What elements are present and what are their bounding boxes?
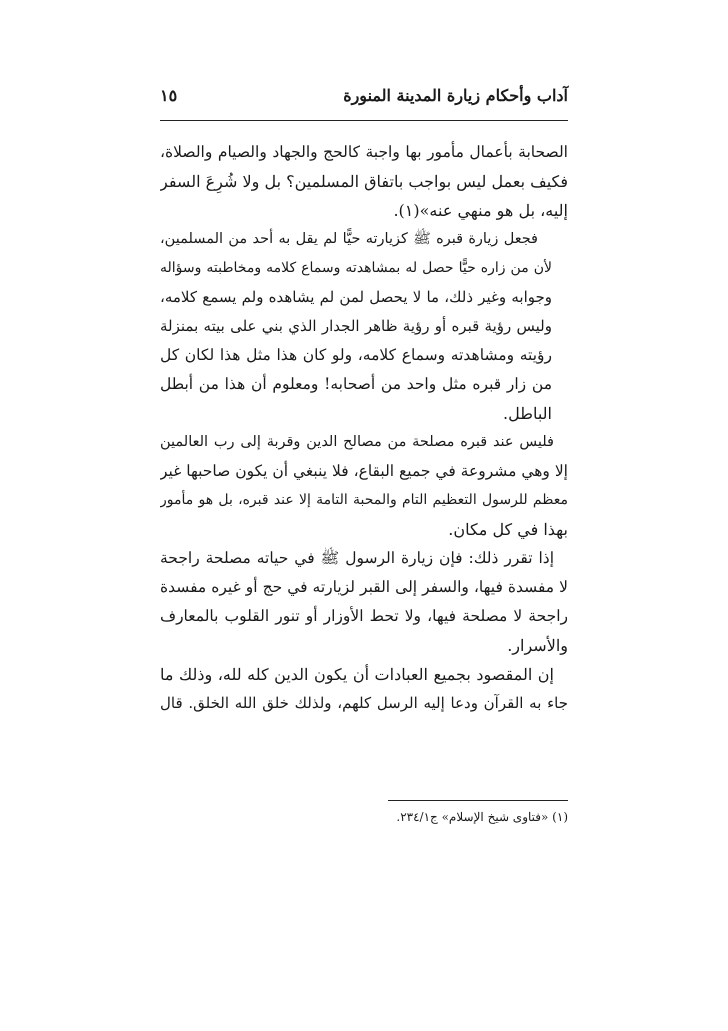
text-line: فليس عند قبره مصلحة من مصالح الدين وقربة إلى رب العالمين	[160, 434, 554, 450]
text-line: إليه، بل هو منهي عنه»(١).	[393, 201, 568, 220]
body-text	[160, 138, 568, 718]
text-line: وليس رؤية قبره أو رؤية ظاهر الجدار الذي بني على بيته بمنزلة	[160, 317, 552, 335]
text-line: من زار قبره مثل واحد من أصحابه! ومعلوم أن هذا من أبطل	[160, 375, 552, 393]
text-line: إذا تقرر ذلك: فإن زيارة الرسول ﷺ في حياته مصلحة راجحة	[160, 549, 554, 567]
text-line: بهذا في كل مكان.	[448, 520, 568, 539]
text-line: والأسرار.	[507, 636, 568, 655]
paragraph-3	[160, 428, 568, 544]
text-line: رؤيته ومشاهدته وسماع كلامه، ولو كان هذا مثل هذا لكان كل	[160, 346, 552, 364]
paragraph-2	[160, 225, 568, 428]
paragraph-4	[160, 544, 568, 660]
text-line: وجوابه وغير ذلك، ما لا يحصل لمن لم يشاهده ولم يسمع كلامه،	[160, 288, 552, 306]
page-number: ١٥	[160, 86, 178, 105]
paragraph-5	[160, 660, 568, 718]
text-line: إلا وهي مشروعة في جميع البقاع، فلا ينبغي أن يكون صاحبها غير	[160, 462, 568, 480]
text-line: فكيف بعمل ليس بواجب باتفاق المسلمين؟ بل ولا شُرِعَ السفر	[160, 172, 568, 191]
text-line: لا مفسدة فيها، والسفر إلى القبر لزيارته في حج أو غيره مفسدة	[160, 578, 568, 596]
text-line: فجعل زيارة قبره ﷺ كزيارته حيًّا لم يقل به أحد من المسلمين،	[160, 231, 538, 247]
text-line: جاء به القرآن ودعا إليه الرسل كلهم، ولذلك خلق الله الخلق. قال	[160, 694, 568, 712]
text-line: راجحة لا مصلحة فيها، ولا تحط الأوزار أو تنور القلوب بالمعارف	[160, 607, 568, 625]
footnote: (١) «فتاوى شيخ الإسلام» ج٢٣٤/١.	[396, 810, 568, 824]
text-line: لأن من زاره حيًّا حصل له بمشاهدته وسماع كلامه ومخاطبته وسؤاله	[160, 260, 552, 276]
header-title: آداب وأحكام زيارة المدينة المنورة	[343, 86, 568, 105]
text-line: معظم للرسول التعظيم التام والمحبة التامة إلا عند قبره، بل هو مأمور	[160, 492, 568, 508]
text-line: إن المقصود بجميع العبادات أن يكون الدين كله لله، وذلك ما	[160, 665, 554, 684]
footnote-divider	[388, 800, 568, 801]
paragraph-1	[160, 138, 568, 225]
text-line: الصحابة بأعمال مأمور بها واجبة كالحج والجهاد والصيام والصلاة،	[160, 143, 568, 161]
text-line: الباطل.	[503, 404, 552, 423]
header-divider	[160, 120, 568, 121]
running-header	[160, 86, 568, 114]
